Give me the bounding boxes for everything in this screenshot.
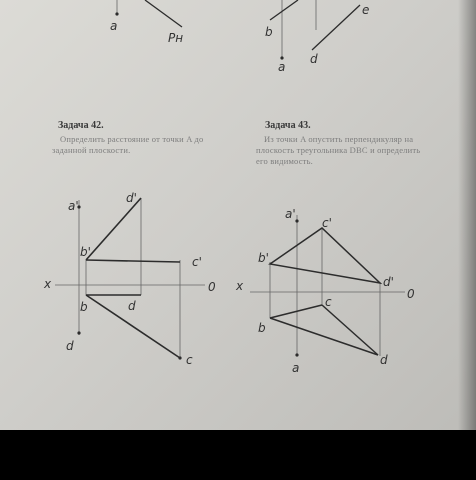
label-f43-b: b [258, 321, 266, 335]
label-f42-x: x [44, 277, 52, 291]
figure-42 [43, 191, 216, 367]
label-f42-c1: c' [192, 255, 202, 269]
label-f42-a1: a' [68, 199, 79, 213]
label-f43-c1: c' [322, 216, 332, 230]
label-f43-a: a [292, 361, 300, 375]
label-f42-d: d [128, 299, 136, 313]
label-top-a2: a [278, 60, 286, 74]
top-right-fragment [265, 0, 369, 74]
label-f43-b1: b' [258, 251, 269, 265]
task-42-body: Определить расстояние от точки A до заданной плоскости. [52, 134, 204, 155]
label-f42-a: d [66, 339, 74, 353]
label-f43-x: x [236, 279, 244, 293]
label-top-ph: Pн [168, 31, 184, 45]
task-42-title: Задача 42. [58, 120, 104, 131]
point-a-top [115, 12, 118, 15]
label-top-e: e [362, 3, 370, 17]
label-f42-b: b [80, 300, 88, 314]
label-f43-0: 0 [407, 287, 415, 301]
label-f42-0: 0 [208, 280, 216, 294]
label-f42-b1: b' [80, 245, 91, 259]
label-top-b: b [265, 25, 273, 39]
figure-43 [235, 207, 415, 375]
label-f43-c: c [325, 295, 332, 309]
label-f42-d1: d' [126, 191, 137, 205]
label-top-d: d [310, 52, 318, 66]
label-f42-c: c [186, 353, 193, 367]
label-top-a: a [110, 19, 118, 33]
label-f43-d1: d' [383, 275, 394, 289]
task-43-title: Задача 43. [265, 120, 311, 131]
label-f43-a1: a' [285, 207, 296, 221]
top-left-fragment [110, 0, 183, 45]
task-43-body: Из точки A опустить перпендикуляр на плоскость треугольника DBC и определить его видимость. [256, 134, 421, 166]
label-f43-d: d [380, 353, 388, 367]
